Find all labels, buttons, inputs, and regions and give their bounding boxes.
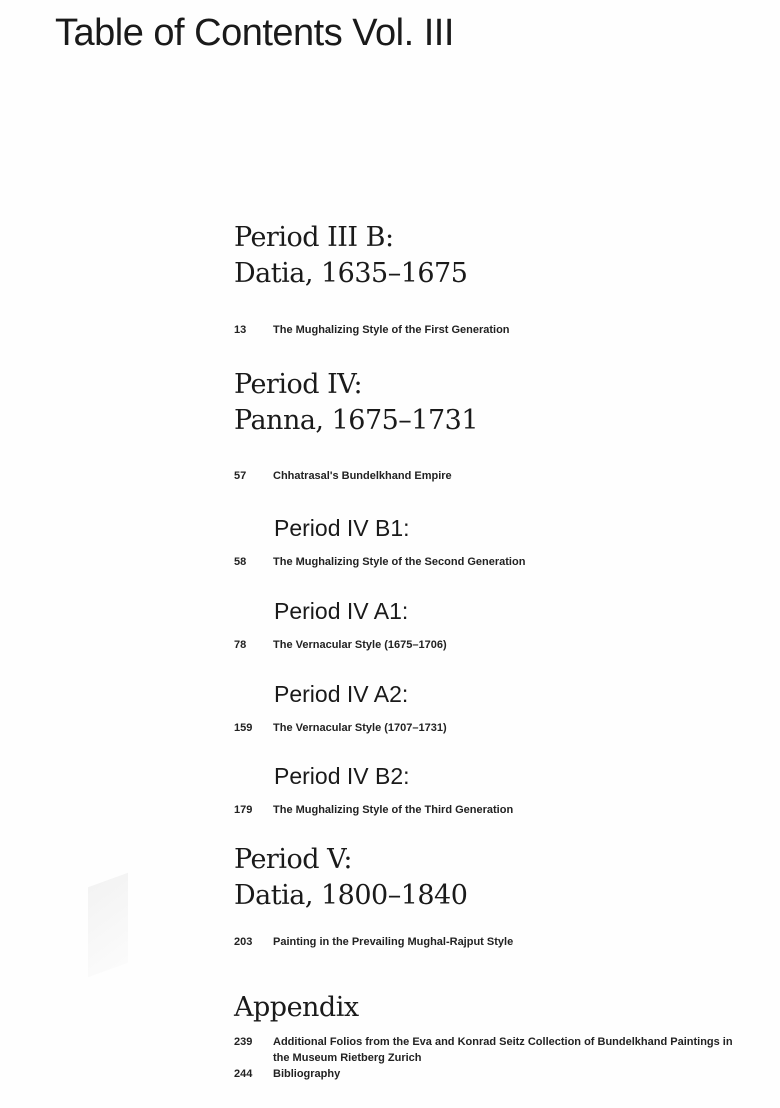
- entry-title: Chhatrasal's Bundelkhand Empire: [273, 470, 452, 482]
- section-heading-period-iii-b: [234, 220, 467, 292]
- toc-entry[interactable]: [234, 934, 743, 950]
- page-number: 78: [234, 639, 247, 651]
- page-number: 244: [234, 1068, 253, 1080]
- entry-title: Painting in the Prevailing Mughal-Rajput Style: [273, 936, 514, 948]
- page-number: 203: [234, 936, 253, 948]
- entry-title: The Mughalizing Style of the First Generation: [273, 324, 510, 336]
- toc-entry[interactable]: [234, 802, 743, 818]
- page-number: 13: [234, 324, 247, 336]
- toc-entry[interactable]: [234, 637, 743, 653]
- heading-line: Datia, 1635–1675: [234, 258, 468, 289]
- page-number: 179: [234, 804, 253, 816]
- section-heading-appendix: [234, 990, 359, 1026]
- heading-line: Period IV:: [234, 369, 363, 400]
- toc-entry[interactable]: [234, 1066, 743, 1082]
- page-number: 58: [234, 556, 247, 568]
- subheading-period-iv-b2: Period IV B2:: [274, 763, 410, 789]
- toc-entry[interactable]: [234, 1034, 743, 1066]
- section-heading-period-v: [234, 842, 467, 914]
- heading-line: Appendix: [234, 992, 359, 1023]
- toc-entry[interactable]: [234, 554, 743, 570]
- toc-entry[interactable]: [234, 322, 743, 338]
- page-number: 159: [234, 722, 253, 734]
- heading-line: Period V:: [234, 844, 352, 875]
- subheading-period-iv-b1: Period IV B1:: [274, 515, 410, 541]
- heading-line: Period III B:: [234, 222, 394, 253]
- subheading-period-iv-a2: Period IV A2:: [274, 681, 409, 707]
- entry-title: The Mughalizing Style of the Second Generation: [273, 556, 526, 568]
- section-heading-period-iv: [234, 367, 478, 439]
- heading-line: Datia, 1800–1840: [234, 880, 468, 911]
- scan-smudge: [88, 873, 128, 978]
- entry-title: Bibliography: [273, 1068, 341, 1080]
- toc-entry[interactable]: [234, 468, 743, 484]
- entry-title: The Mughalizing Style of the Third Generation: [273, 804, 514, 816]
- page-number: 57: [234, 470, 247, 482]
- heading-line: Panna, 1675–1731: [234, 405, 479, 436]
- entry-title: Additional Folios from the Eva and Konrad Seitz Collection of Bundelkhand Paintings in the Museum Rietberg Zurich: [273, 1036, 733, 1064]
- page-number: 239: [234, 1036, 253, 1048]
- entry-title: The Vernacular Style (1707–1731): [273, 722, 447, 734]
- subheading-period-iv-a1: Period IV A1:: [274, 598, 409, 624]
- page-title: Table of Contents Vol. III: [55, 12, 454, 54]
- toc-entry[interactable]: [234, 720, 743, 736]
- entry-title: The Vernacular Style (1675–1706): [273, 639, 447, 651]
